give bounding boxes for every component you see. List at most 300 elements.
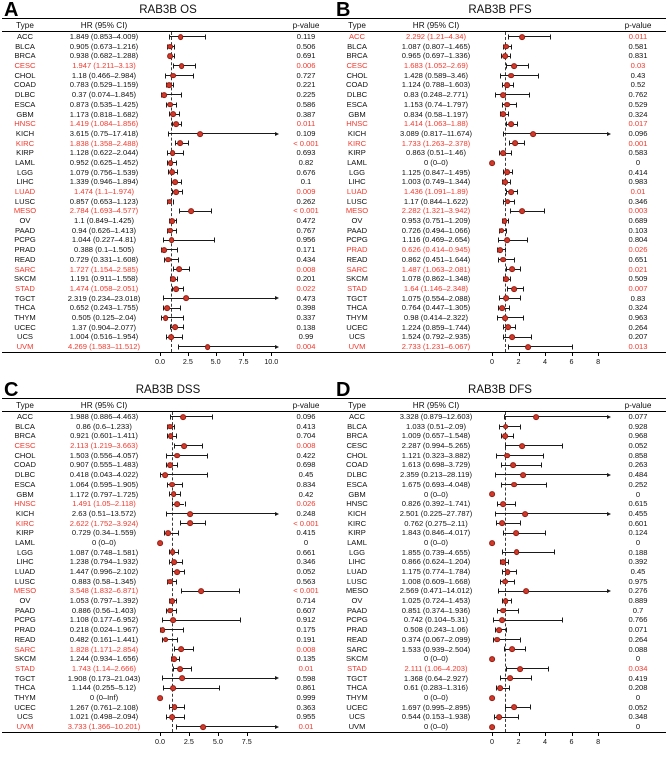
hr-dot: [168, 433, 174, 439]
row-plot: [160, 61, 278, 71]
ci-cap-right: [513, 434, 514, 439]
row-plot: [160, 674, 278, 684]
ci-line: [179, 211, 211, 212]
row-plot: [160, 586, 278, 596]
ci-cap-right: [516, 569, 517, 574]
row-p-value: 0.419: [628, 673, 648, 683]
row-hr-ci: 1.838 (1.358–2.488): [69, 138, 139, 148]
row-type: BLCA: [347, 41, 367, 51]
forest-row-kirc: [334, 519, 666, 529]
row-plot: [160, 51, 278, 61]
row-hr-ci: 0.37 (0.074–1.845): [71, 90, 137, 100]
forest-row-dlbc: [334, 90, 666, 100]
ci-cap-right: [173, 83, 174, 88]
forest-row-kich: [334, 509, 666, 519]
forest-row-uvm: [334, 342, 666, 352]
ci-line: [501, 484, 545, 485]
row-type: GBM: [348, 489, 366, 499]
row-hr-ci: 1.044 (0.227–4.81): [71, 235, 137, 245]
table-header: [334, 398, 666, 412]
forest-row-gbm: [334, 110, 666, 120]
row-hr-ci: 1.447 (0.996–2.102): [69, 567, 139, 576]
row-plot: [492, 226, 610, 236]
row-type: THCA: [346, 683, 368, 693]
forest-row-brca: [2, 431, 334, 441]
row-hr-ci: 0.418 (0.043–4.022): [69, 470, 139, 480]
ci-cap-right: [211, 209, 212, 214]
ci-arrow-right: [275, 132, 279, 136]
row-plot: [492, 206, 610, 216]
row-type: BLCA: [15, 41, 35, 51]
row-type: CESC: [14, 61, 36, 71]
row-plot: [160, 683, 278, 693]
hr-dot: [499, 617, 505, 623]
row-hr-ci: 4.269 (1.583–11.512): [67, 342, 141, 351]
row-hr-ci: 0 (0–0): [423, 654, 449, 664]
row-plot: [492, 490, 610, 500]
forest-row-acc: [2, 32, 334, 42]
hr-dot: [496, 627, 502, 633]
hr-dot: [511, 482, 517, 488]
row-hr-ci: 1.419 (1.084–1.856): [69, 119, 139, 129]
ci-cap-right: [174, 424, 175, 429]
hr-dot: [187, 521, 193, 527]
row-hr-ci: 2.569 (0.471–14.012): [399, 586, 473, 596]
row-plot: [160, 274, 278, 284]
ci-cap-left: [497, 608, 498, 613]
forest-row-laml: [334, 538, 666, 548]
row-p-value: 0.096: [628, 128, 648, 138]
row-type: DLBC: [346, 90, 368, 100]
forest-row-lihc: [2, 557, 334, 567]
row-plot: [160, 139, 278, 149]
hr-dot: [499, 228, 505, 234]
hr-dot: [497, 247, 503, 253]
row-hr-ci: 1.524 (0.792–2.935): [401, 332, 471, 342]
row-p-value: 0.264: [628, 634, 648, 644]
ci-cap-right: [530, 705, 531, 710]
hr-dot: [163, 315, 169, 321]
ci-cap-left: [501, 482, 502, 487]
ci-line: [500, 75, 538, 76]
forest-row-prad: [334, 245, 666, 255]
ci-cap-right: [529, 92, 530, 97]
row-type: HNSC: [14, 119, 36, 129]
row-hr-ci: 1.414 (1.063–1.88): [403, 119, 469, 129]
row-plot: [492, 577, 610, 587]
row-p-value: 0.175: [296, 625, 316, 635]
hr-dot: [182, 443, 188, 449]
row-plot: [160, 42, 278, 52]
ci-cap-right: [181, 180, 182, 185]
ci-line: [508, 36, 549, 37]
row-p-value: 0.392: [628, 557, 648, 567]
hr-dot: [173, 121, 179, 127]
row-plot: [492, 303, 610, 313]
row-p-value: 0.698: [296, 460, 316, 470]
ci-cap-right: [517, 189, 518, 194]
hr-dot: [501, 559, 507, 565]
row-type: LUAD: [346, 187, 368, 196]
row-type: PCPG: [346, 235, 368, 245]
row-p-value: < 0.001: [293, 206, 319, 216]
row-plot: [160, 158, 278, 168]
row-type: BRCA: [14, 51, 36, 61]
hr-dot: [168, 462, 174, 468]
forest-row-tgct: [334, 674, 666, 684]
row-hr-ci: 1.37 (0.904–2.077): [71, 322, 137, 332]
hr-dot: [169, 714, 175, 720]
row-plot: [492, 431, 610, 441]
row-type: READ: [346, 634, 368, 644]
row-type: LUAD: [14, 187, 36, 196]
hr-dot: [503, 276, 509, 282]
row-p-value: 0.413: [296, 421, 316, 431]
row-type: UVM: [16, 722, 34, 731]
row-plot: [160, 645, 278, 655]
ci-cap-right: [177, 170, 178, 175]
row-hr-ci: 2.359 (0.213–28.119): [399, 470, 473, 480]
hr-dot: [188, 511, 194, 517]
forest-row-skcm: [2, 654, 334, 664]
axis-tick-label: 0.0: [155, 736, 165, 746]
row-type: CESC: [346, 61, 368, 71]
ci-line: [505, 707, 530, 708]
row-type: LGG: [348, 547, 366, 557]
row-p-value: < 0.001: [293, 138, 319, 148]
row-hr-ci: 1.238 (0.794–1.932): [69, 557, 139, 567]
hr-dot: [167, 608, 173, 614]
row-plot: [160, 577, 278, 587]
ci-cap-right: [520, 267, 521, 272]
row-type: THYM: [14, 692, 36, 702]
ci-cap-left: [507, 286, 508, 291]
hr-dot: [178, 34, 184, 40]
forest-row-lusc: [334, 577, 666, 587]
ci-cap-right: [179, 112, 180, 117]
row-hr-ci: 1.487 (1.063–2.081): [401, 264, 471, 274]
ci-cap-right: [219, 686, 220, 691]
row-hr-ci: 1.828 (1.171–2.854): [69, 644, 139, 654]
row-type: COAD: [14, 80, 36, 90]
forest-row-lgg: [334, 168, 666, 178]
hr-dot: [489, 540, 495, 546]
hr-dot: [166, 530, 172, 536]
row-hr-ci: 1.173 (0.818–1.682): [69, 109, 139, 119]
row-hr-ci: 3.328 (0.879–12.603): [399, 412, 473, 421]
row-type: LGG: [16, 547, 34, 557]
row-type: OV: [19, 596, 31, 606]
row-hr-ci: 3.615 (0.75–17.418): [69, 128, 139, 138]
hr-dot: [511, 63, 517, 69]
ci-cap-right: [513, 83, 514, 88]
ci-cap-left: [173, 63, 174, 68]
ci-cap-left: [166, 715, 167, 720]
ci-line: [508, 346, 572, 347]
row-plot: [492, 625, 610, 635]
hr-dot: [174, 189, 180, 195]
forest-row-skcm: [334, 654, 666, 664]
header-p-value: p-value: [292, 400, 320, 410]
forest-row-read: [2, 255, 334, 265]
row-hr-ci: 1.683 (1.052–2.69): [403, 61, 469, 71]
row-hr-ci: 0.886 (0.56–1.403): [71, 605, 137, 615]
row-p-value: 0.928: [628, 421, 648, 431]
forest-row-kirp: [334, 148, 666, 158]
panel-letter: A: [4, 0, 19, 21]
row-p-value: 0.52: [630, 80, 646, 90]
ci-cap-right: [531, 335, 532, 340]
row-hr-ci: 0.218 (0.024–1.967): [69, 625, 139, 635]
row-hr-ci: 2.622 (1.752–3.924): [69, 518, 139, 528]
row-p-value: 0.704: [296, 431, 316, 441]
row-plot: [492, 654, 610, 664]
row-plot: [160, 323, 278, 333]
row-hr-ci: 1.697 (0.995–2.895): [401, 702, 471, 712]
row-plot: [492, 606, 610, 616]
row-type: LUSC: [346, 576, 368, 586]
row-hr-ci: 0.729 (0.34–1.559): [71, 528, 137, 538]
row-p-value: 0.484: [628, 470, 648, 480]
row-hr-ci: 0.505 (0.125–2.04): [71, 312, 137, 322]
hr-dot: [174, 453, 180, 459]
forest-row-esca: [334, 480, 666, 490]
forest-row-ucs: [2, 712, 334, 722]
row-plot: [492, 460, 610, 470]
header-hr-ci: HR (95% CI): [80, 20, 128, 30]
row-type: PRAD: [346, 625, 368, 635]
row-p-value: 0.398: [296, 303, 316, 313]
row-type: LGG: [16, 167, 34, 177]
row-type: BLCA: [15, 421, 35, 431]
ci-cap-right: [212, 414, 213, 419]
forest-row-coad: [2, 80, 334, 90]
ci-cap-left: [496, 521, 497, 526]
hr-dot: [160, 627, 166, 633]
forest-rows: [2, 32, 334, 352]
row-type: LUSC: [14, 576, 36, 586]
forest-row-paad: [334, 226, 666, 236]
row-p-value: 0.676: [296, 167, 316, 177]
row-plot: [492, 596, 610, 606]
forest-row-brca: [334, 431, 666, 441]
axis-tick-label: 6: [569, 356, 574, 366]
row-type: CESC: [346, 441, 368, 451]
row-hr-ci: 0.953 (0.751–1.209): [401, 216, 471, 226]
header-type: Type: [348, 20, 366, 30]
forest-row-brca: [334, 51, 666, 61]
row-type: KICH: [15, 128, 35, 138]
ci-cap-left: [496, 453, 497, 458]
forest-row-esca: [2, 480, 334, 490]
forest-row-sarc: [2, 645, 334, 655]
row-hr-ci: 3.548 (1.832–6.871): [69, 586, 139, 596]
ci-cap-left: [503, 131, 504, 136]
row-hr-ci: 0.544 (0.153–1.938): [401, 712, 471, 722]
ci-cap-left: [494, 715, 495, 720]
row-hr-ci: 1.474 (1.058–2.051): [69, 283, 139, 293]
row-p-value: 0.008: [296, 264, 316, 274]
row-type: LIHC: [16, 177, 34, 187]
row-plot: [160, 538, 278, 548]
row-hr-ci: 0.863 (0.51–1.46): [406, 148, 466, 158]
forest-row-ov: [2, 596, 334, 606]
row-hr-ci: 2.733 (1.231–6.067): [401, 342, 471, 351]
forest-row-esca: [2, 100, 334, 110]
forest-row-ov: [334, 216, 666, 226]
ci-cap-right: [176, 228, 177, 233]
ci-cap-right: [510, 277, 511, 282]
ci-cap-left: [167, 151, 168, 156]
row-p-value: 0.021: [628, 264, 648, 274]
ci-cap-right: [541, 463, 542, 468]
forest-row-thca: [334, 683, 666, 693]
row-type: ACC: [348, 412, 366, 421]
hr-dot: [502, 315, 508, 321]
ci-cap-right: [180, 492, 181, 497]
row-hr-ci: 2.784 (1.693–4.577): [69, 206, 139, 216]
axis-tick-label: 5.0: [210, 356, 221, 366]
forest-row-coad: [334, 460, 666, 470]
row-type: SKCM: [14, 274, 36, 284]
hr-dot: [178, 141, 184, 147]
ci-cap-left: [502, 102, 503, 107]
forest-row-cesc: [2, 61, 334, 71]
row-plot: [492, 538, 610, 548]
ci-cap-right: [543, 453, 544, 458]
ci-line: [502, 552, 554, 553]
forest-row-blca: [2, 42, 334, 52]
row-plot: [160, 206, 278, 216]
ci-cap-right: [554, 550, 555, 555]
row-type: OV: [351, 216, 363, 226]
ci-cap-right: [205, 521, 206, 526]
row-p-value: 0.601: [628, 518, 648, 528]
forest-row-kirp: [2, 528, 334, 538]
hr-dot: [500, 111, 506, 117]
ci-line: [495, 513, 608, 514]
row-hr-ci: 2.501 (0.225–27.787): [399, 508, 473, 518]
header-plot-spacer: [160, 399, 278, 411]
ci-arrow-right: [607, 473, 611, 477]
forest-row-gbm: [334, 490, 666, 500]
row-plot: [492, 274, 610, 284]
ci-cap-right: [183, 315, 184, 320]
ci-cap-left: [169, 560, 170, 565]
ci-cap-left: [498, 257, 499, 262]
row-p-value: 0.99: [298, 332, 314, 342]
hr-dot: [167, 579, 173, 585]
ci-cap-right: [531, 676, 532, 681]
ci-cap-right: [188, 141, 189, 146]
hr-dot: [200, 724, 206, 730]
row-p-value: 0.762: [628, 90, 648, 100]
ci-arrow-right: [275, 725, 279, 729]
hr-dot: [167, 199, 173, 205]
forest-row-stad: [2, 284, 334, 294]
row-p-value: 0.052: [628, 702, 648, 712]
ci-cap-right: [527, 238, 528, 243]
ci-cap-left: [508, 34, 509, 39]
ci-cap-right: [178, 257, 179, 262]
ci-cap-left: [508, 344, 509, 349]
row-type: LUAD: [14, 567, 36, 576]
forest-row-tgct: [334, 294, 666, 304]
forest-row-blca: [334, 422, 666, 432]
row-p-value: 0: [635, 157, 641, 167]
ci-cap-right: [184, 705, 185, 710]
ci-cap-right: [176, 608, 177, 613]
hr-dot: [172, 705, 178, 711]
forest-row-skcm: [2, 274, 334, 284]
ci-line: [503, 337, 531, 338]
hr-dot: [157, 695, 163, 701]
row-type: LAML: [347, 537, 367, 547]
row-plot: [492, 519, 610, 529]
axis-tick-label: 2: [516, 736, 521, 746]
row-p-value: 0.017: [628, 119, 648, 129]
forest-row-acc: [334, 32, 666, 42]
row-hr-ci: 0.857 (0.653–1.123): [69, 196, 139, 206]
row-plot: [492, 548, 610, 558]
row-p-value: 0.248: [296, 508, 316, 518]
row-plot: [160, 470, 278, 480]
forest-row-chol: [2, 71, 334, 81]
row-p-value: 0.766: [628, 615, 648, 625]
axis-tick-label: 7.5: [238, 356, 249, 366]
row-p-value: < 0.001: [293, 586, 319, 596]
row-plot: [492, 712, 610, 722]
row-p-value: 0.804: [628, 235, 648, 245]
hr-dot: [509, 266, 515, 272]
row-hr-ci: 1.087 (0.748–1.581): [69, 547, 139, 557]
ci-cap-left: [176, 724, 177, 729]
row-plot: [492, 422, 610, 432]
row-type: UCS: [16, 712, 34, 722]
row-p-value: 0.963: [628, 312, 648, 322]
row-type: PRAD: [14, 625, 36, 635]
hr-dot: [502, 179, 508, 185]
row-p-value: 0.43: [630, 70, 646, 80]
row-hr-ci: 1.116 (0.469–2.654): [402, 235, 470, 245]
row-type: GBM: [16, 109, 34, 119]
row-hr-ci: 1.021 (0.498–2.094): [69, 712, 139, 722]
row-hr-ci: 0.98 (0.414–2.322): [403, 312, 469, 322]
forest-row-chol: [334, 451, 666, 461]
row-type: LUSC: [346, 196, 368, 206]
forest-row-blca: [2, 422, 334, 432]
ci-line: [506, 668, 548, 669]
row-type: UCS: [16, 332, 34, 342]
axis-tick-label: 0.0: [155, 356, 165, 366]
row-p-value: 0: [635, 692, 641, 702]
row-plot: [492, 158, 610, 168]
table-header: [2, 18, 334, 32]
hr-dot: [500, 92, 506, 98]
row-hr-ci: 0 (0–0): [423, 692, 449, 702]
row-p-value: 0.387: [296, 109, 316, 119]
ci-line: [174, 445, 202, 446]
row-hr-ci: 1.503 (0.556–4.057): [69, 450, 139, 460]
forest-row-read: [334, 635, 666, 645]
x-axis: [334, 732, 666, 749]
ci-cap-right: [189, 267, 190, 272]
axis-tick-label: 5.0: [212, 736, 223, 746]
row-p-value: 0: [303, 537, 309, 547]
row-p-value: 0.103: [628, 225, 648, 235]
row-type: COAD: [14, 460, 36, 470]
row-hr-ci: 0.762 (0.275–2.11): [404, 518, 468, 528]
